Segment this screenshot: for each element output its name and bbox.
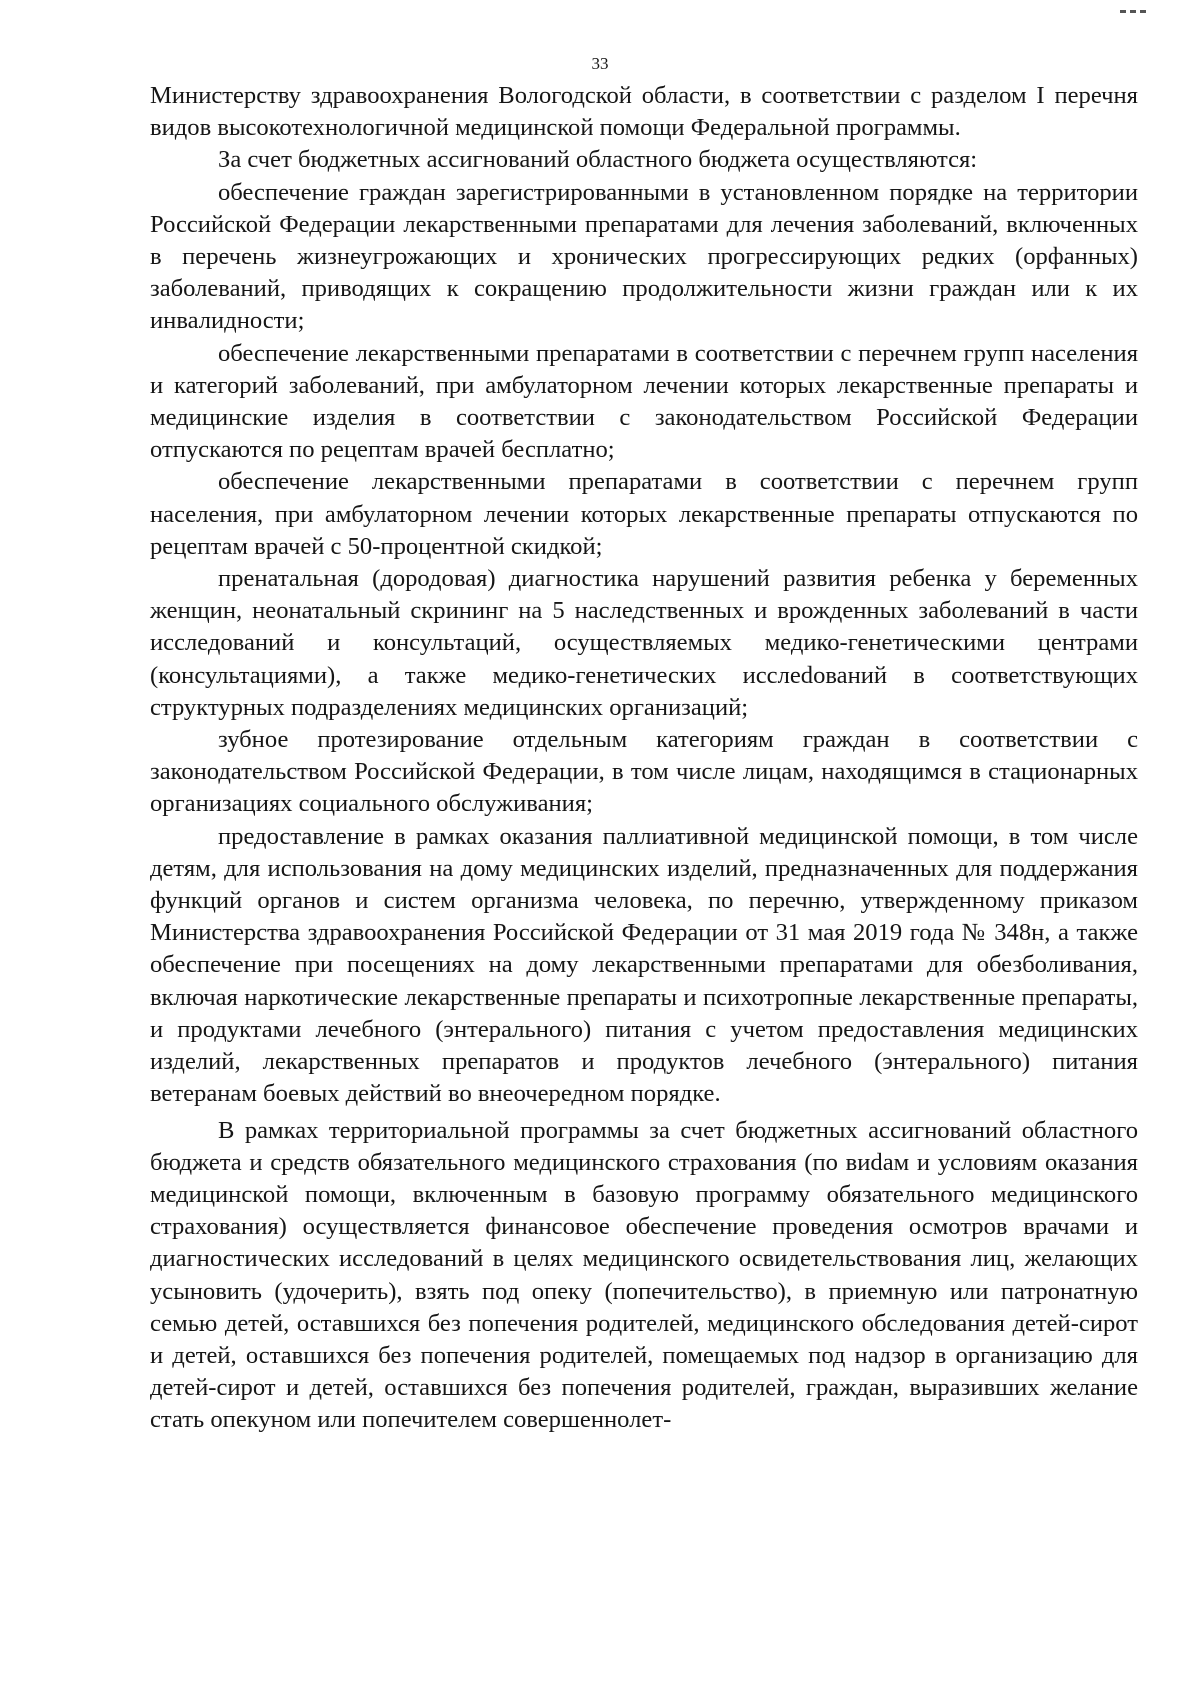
paragraph-2: За счет бюджетных ассигнований областного бюджета осуществляются: <box>218 146 978 174</box>
paragraph-8: предоставление в рамках оказания паллиативной медицинской помощи, в том числе детям, для использования на дому медицинских изделий, предназначенных для поддержания функций органов и систем организма человека, по перечню, утвержденному приказом Министерства здравоохранения Российской Федерации от 31 мая 2019 года № 348н, а также обеспечение при посещениях на дому лекарственными препаратами для обезболивания, включая наркотические лекарственные препараты и психотропные лекарственные препараты, и продуктами лечебного (энтерального) питания с учетом предоставления медицинских изделий, лекарственных препаратов и продуктов лечебного (энтерального) питания ветеранам боевых действий во внеочередном порядке. <box>150 822 1138 1108</box>
paragraph-3: обеспечение граждан зарегистрированными в установленном порядке на территории Российской Федерации лекарственными препаратами для лечения заболеваний, включенных в перечень жизнеугрожающих и хронических прогрессирующих редких (орфанных) заболеваний, приводящих к сокращению продолжительности жизни граждан или к их инвалидности; <box>150 178 1138 335</box>
page-number: 33 <box>591 54 609 73</box>
paragraph-7: зубное протезирование отдельным категориям граждан в соответствии с законодательством Российской Федерации, в том числе лицам, находящимся в стационарных организациях социального обслуживания; <box>150 726 1138 818</box>
paragraph-4: обеспечение лекарственными препаратами в соответствии с перечнем групп населения и категорий заболеваний, при амбулаторном лечении которых лекарственные препараты и медицинские изделия в соответствии с законодательством Российской Федерации отпускаются по рецептам врачей бесплатно; <box>150 339 1138 464</box>
paragraph-1: Министерству здравоохранения Вологодской области, в соответствии с разделом I перечня видов высокотехнологичной медицинской помощи Федеральной программы. <box>150 82 1138 142</box>
paragraph-6: пренатальная (дородовая) диагностика нарушений развития ребенка у беременных женщин, неонатальный скрининг на 5 наследственных и врожденных заболеваний в части исследований и консультаций, осуществляемых медико-генетическими центрами (консультациями), а также медико-генетических исслеdований в соответствующих структурных подразделениях медицинских организаций; <box>150 565 1138 721</box>
paragraph-9: В рамках территориальной программы за счет бюджетных ассигнований областного бюджета и средств обязательного медицинского страхования (по виdам и условиям оказания медицинской помощи, включенным в базовую программу обязательного медицинского страхования) осуществляется финансовое обеспечение проведения осмотров врачами и диагностических исследований в целях медицинского освидетельствования лиц, желающих усыновить (удочерить), взять под опеку (попечительство), в приемную или патронатную семью детей, оставшихся без попечения родителей, медицинского обследования детей-сирот и детей, оставшихся без попечения родителей, помещаемых под надзор в организацию для детей-сирот и детей, оставшихся без попечения родителей, граждан, выразивших желание стать опекуном или попечителем совершеннолет- <box>150 1116 1138 1434</box>
document-body <box>150 80 1138 1437</box>
scan-corner-mark <box>1120 0 1180 4</box>
paragraph-5: обеспечение лекарственными препаратами в соответствии с перечнем групп населения, при амбулаторном лечении которых лекарственные препараты отпускаются по рецептам врачей с 50-процентной скидкой; <box>150 468 1138 560</box>
